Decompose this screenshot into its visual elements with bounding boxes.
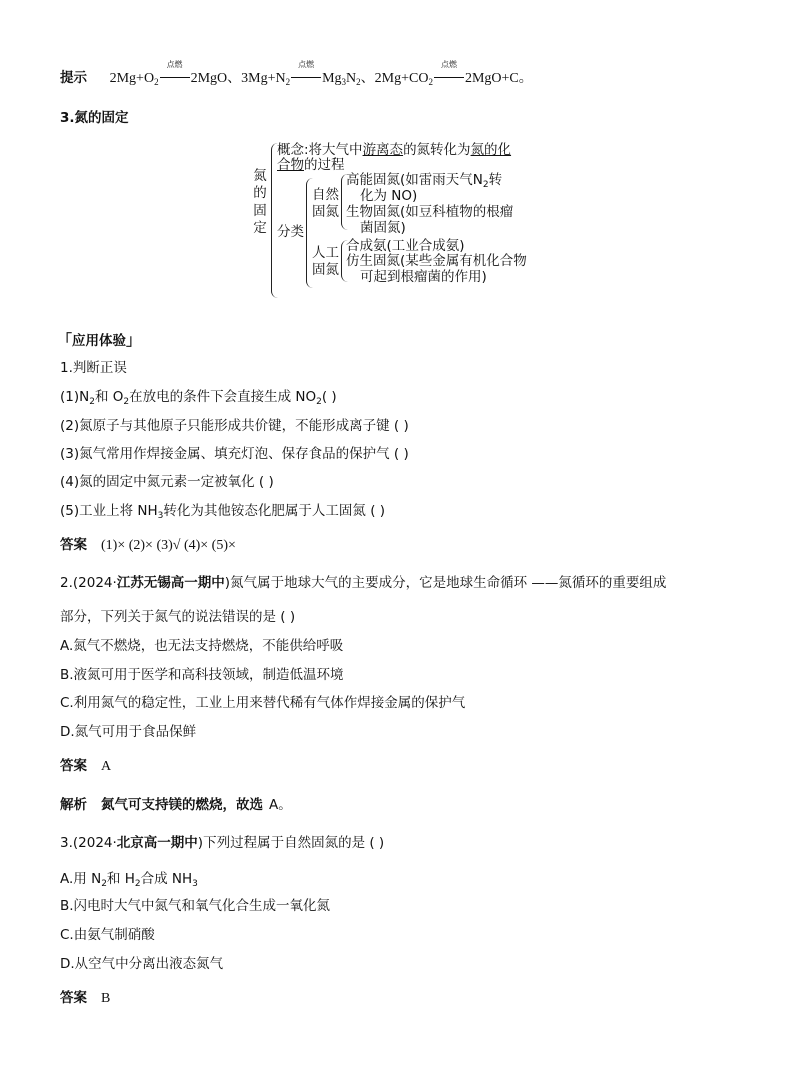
answer-2-value: A bbox=[101, 759, 112, 774]
concept-line-1: 概念:将大气中游离态的氮转化为氮的化 bbox=[277, 142, 512, 158]
answer-1 bbox=[60, 537, 236, 555]
artificial-label: 人工 固氮 bbox=[312, 245, 339, 278]
natural-item-biological: 生物固氮(如豆科植物的根瘤 菌固氮) bbox=[346, 204, 514, 237]
question-1-title: 1.判断正误 bbox=[60, 360, 127, 376]
judge-item-1: $(1)N_2$和 $O_2$在放电的条件下会直接生成 $NO_2$( ) bbox=[60, 389, 337, 407]
hint-label: 提示 bbox=[60, 70, 87, 86]
hint-line bbox=[60, 60, 533, 88]
answer-3-value: B bbox=[101, 991, 111, 1006]
question-3-source: 北京高一期中 bbox=[116, 835, 198, 851]
analysis-label: 解析 bbox=[60, 797, 87, 813]
question-2-source: 江苏无锡高一期中 bbox=[116, 575, 225, 591]
question-2-option-a: A.氮气不燃烧，也无法支持燃烧，不能供给呼吸 bbox=[60, 638, 344, 654]
concept-line-2: 合物的过程 bbox=[277, 157, 345, 173]
answer-3 bbox=[60, 990, 110, 1008]
question-3-line: 3.(2024·北京高一期中)下列过程属于自然固氮的是 ( ) bbox=[60, 835, 385, 851]
reaction-1-lhs: $2Mg+O_2$ bbox=[109, 71, 159, 87]
judge-item-3: (3)氮气常用作焊接金属、填充灯泡、保存食品的保护气 ( ) bbox=[60, 446, 409, 462]
practice-header: 「应用体验」 bbox=[57, 331, 142, 349]
question-3-option-d: D.从空气中分离出液态氮气 bbox=[60, 956, 224, 972]
reaction-2-rhs: $Mg_3N_2$、$2Mg+CO_2$ bbox=[322, 71, 433, 87]
judge-item-4: (4)氮的固定中氮元素一定被氧化 ( ) bbox=[60, 474, 274, 490]
question-3-option-a: A.用 $N_2$和 $H_2$合成 $NH_3$ bbox=[60, 871, 198, 889]
classify-label: 分类 bbox=[277, 224, 304, 240]
reaction-arrow: 点燃 bbox=[291, 73, 321, 83]
answer-label: 答案 bbox=[60, 758, 87, 774]
natural-item-high-energy: 高能固氮(如雷雨天气$N_2$转 化为 NO) bbox=[346, 172, 503, 205]
answer-1-value: (1)× (2)× (3)√ (4)× (5)× bbox=[101, 538, 236, 553]
answer-label: 答案 bbox=[60, 537, 87, 553]
artificial-item-bionic: 仿生固氮(某些金属有机化合物 可起到根瘤菌的作用) bbox=[346, 253, 527, 286]
question-3-option-c: C.由氨气制硝酸 bbox=[60, 927, 155, 943]
diagram-root-label: 氮 的 固 定 bbox=[253, 168, 267, 236]
judge-item-2: (2)氮原子与其他原子只能形成共价键，不能形成离子键 ( ) bbox=[60, 418, 409, 434]
answer-2 bbox=[60, 758, 111, 776]
question-2-option-c: C.利用氮气的稳定性，工业上用来替代稀有气体作焊接金属的保护气 bbox=[60, 695, 466, 711]
question-3-option-b: B.闪电时大气中氮气和氧气化合生成一氧化氮 bbox=[60, 898, 331, 914]
reaction-1-rhs: 2MgO、$3Mg+N_2$ bbox=[190, 71, 291, 87]
section-title: 3.氮的固定 bbox=[60, 110, 129, 126]
reaction-arrow: 点燃 bbox=[434, 73, 464, 83]
reaction-arrow: 点燃 bbox=[160, 73, 190, 83]
answer-label: 答案 bbox=[60, 990, 87, 1006]
analysis-2: 解析 氮气可支持镁的燃烧，故选 A。 bbox=[60, 797, 292, 813]
natural-label: 自然 固氮 bbox=[312, 187, 339, 220]
question-2-option-d: D.氮气可用于食品保鲜 bbox=[60, 724, 197, 740]
reaction-3-rhs: 2MgO+C。 bbox=[464, 71, 533, 86]
question-2-line-1: 2.(2024·江苏无锡高一期中)氮气属于地球大气的主要成分，它是地球生命循环 ——氮循环的重要组成 bbox=[60, 575, 667, 591]
judge-item-5: (5)工业上将 $NH_3$转化为其他铵态化肥属于人工固氮 ( ) bbox=[60, 503, 386, 521]
question-2-line-2: 部分，下列关于氮气的说法错误的是 ( ) bbox=[60, 609, 296, 625]
question-2-option-b: B.液氮可用于医学和高科技领域，制造低温环境 bbox=[60, 667, 344, 683]
artificial-item-synthesis: 合成氨(工业合成氨) bbox=[346, 238, 465, 254]
